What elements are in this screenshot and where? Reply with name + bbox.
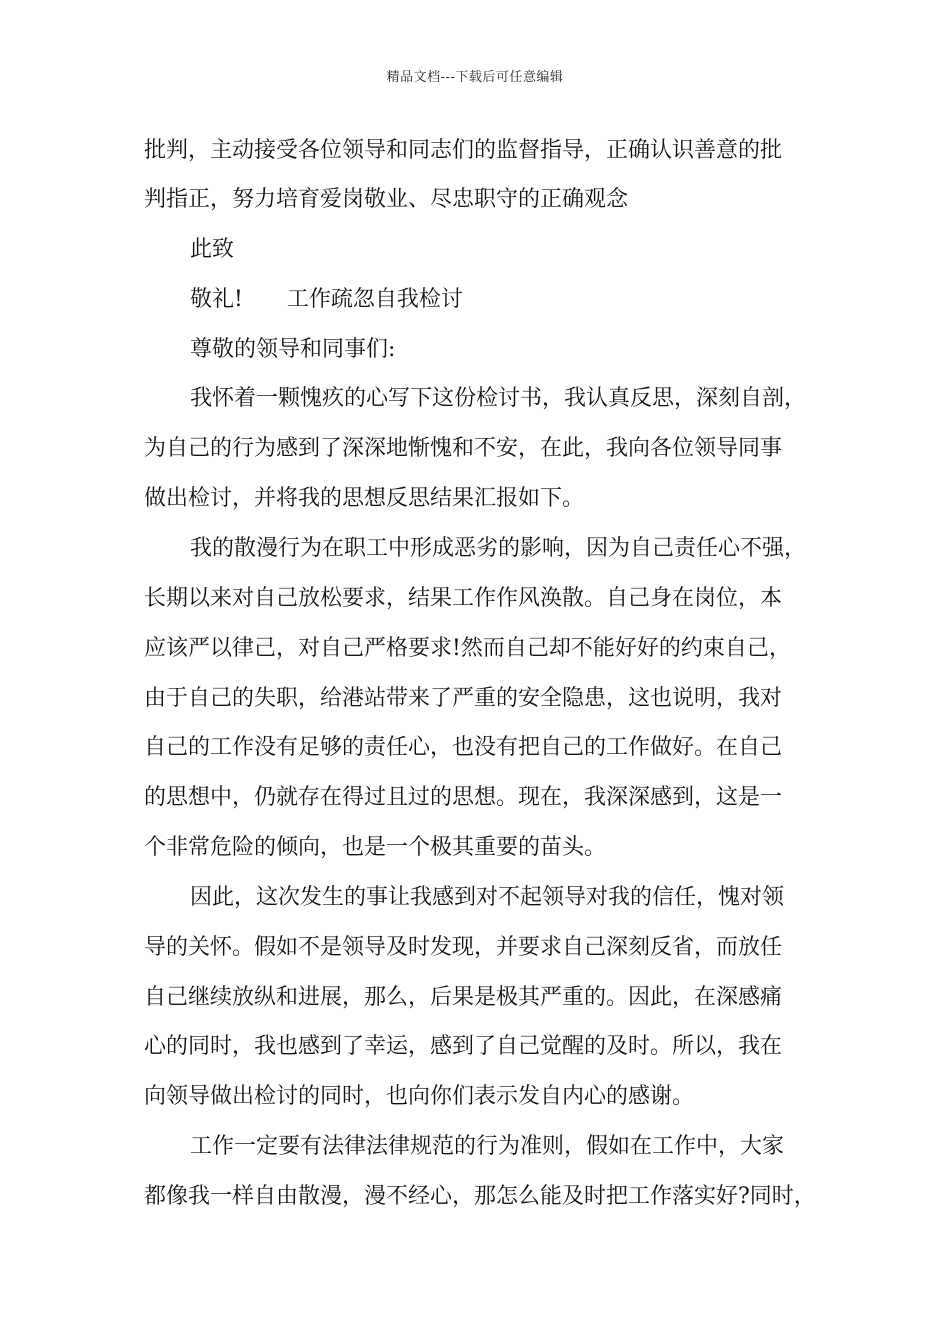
- text-line: 做出检讨，并将我的思想反思结果汇报如下。: [144, 486, 585, 511]
- text-line: 都像我一样自由散漫，漫不经心，那怎么能及时把工作落实好?同时，: [144, 1184, 816, 1209]
- page-header: 精品文档---下载后可任意编辑: [386, 70, 564, 85]
- text-line: 由于自己的失职，给港站带来了严重的安全隐患，这也说明，我对: [144, 686, 783, 711]
- text-line: 我的散漫行为在职工中形成恶劣的影响，因为自己责任心不强，: [190, 536, 807, 561]
- text-line: 因此，这次发生的事让我感到对不起领导对我的信任，愧对领: [190, 885, 785, 910]
- text-line: 的思想中，仍就存在得过且过的思想。现在，我深深感到，这是一: [144, 785, 783, 810]
- text-line: 向领导做出检讨的同时，也向你们表示发自内心的感谢。: [144, 1084, 695, 1109]
- text-line: 批判，主动接受各位领导和同志们的监督指导，正确认识善意的批: [144, 138, 783, 163]
- greeting-line: 尊敬的领导和同事们:: [190, 337, 396, 362]
- text-line: 我怀着一颗愧疚的心写下这份检讨书，我认真反思，深刻自剖，: [190, 386, 807, 411]
- text-line: 心的同时，我也感到了幸运，感到了自己觉醒的及时。所以，我在: [144, 1034, 783, 1059]
- text-line: 个非常危险的倾向，也是一个极其重要的苗头。: [144, 835, 607, 860]
- salutation-line: 此致: [190, 237, 235, 262]
- text-line: 导的关怀。假如不是领导及时发现，并要求自己深刻反省，而放任: [144, 935, 783, 960]
- text-line: 工作一定要有法律法律规范的行为准则，假如在工作中，大家: [190, 1134, 785, 1159]
- text-line: 判指正，努力培育爱岗敬业、尽忠职守的正确观念: [144, 187, 629, 212]
- text-line: 应该严以律己，对自己严格要求!然而自己却不能好好的约束自己，: [144, 636, 791, 661]
- title-line: 敬礼! 工作疏忽自我检讨: [190, 287, 463, 312]
- text-line: 为自己的行为感到了深深地惭愧和不安，在此，我向各位领导同事: [144, 436, 783, 461]
- text-line: 自己继续放纵和进展，那么，后果是极其严重的。因此，在深感痛: [144, 985, 783, 1010]
- text-line: 自己的工作没有足够的责任心，也没有把自己的工作做好。在自己: [144, 735, 783, 760]
- text-line: 长期以来对自己放松要求，结果工作作风涣散。自己身在岗位，本: [144, 586, 783, 611]
